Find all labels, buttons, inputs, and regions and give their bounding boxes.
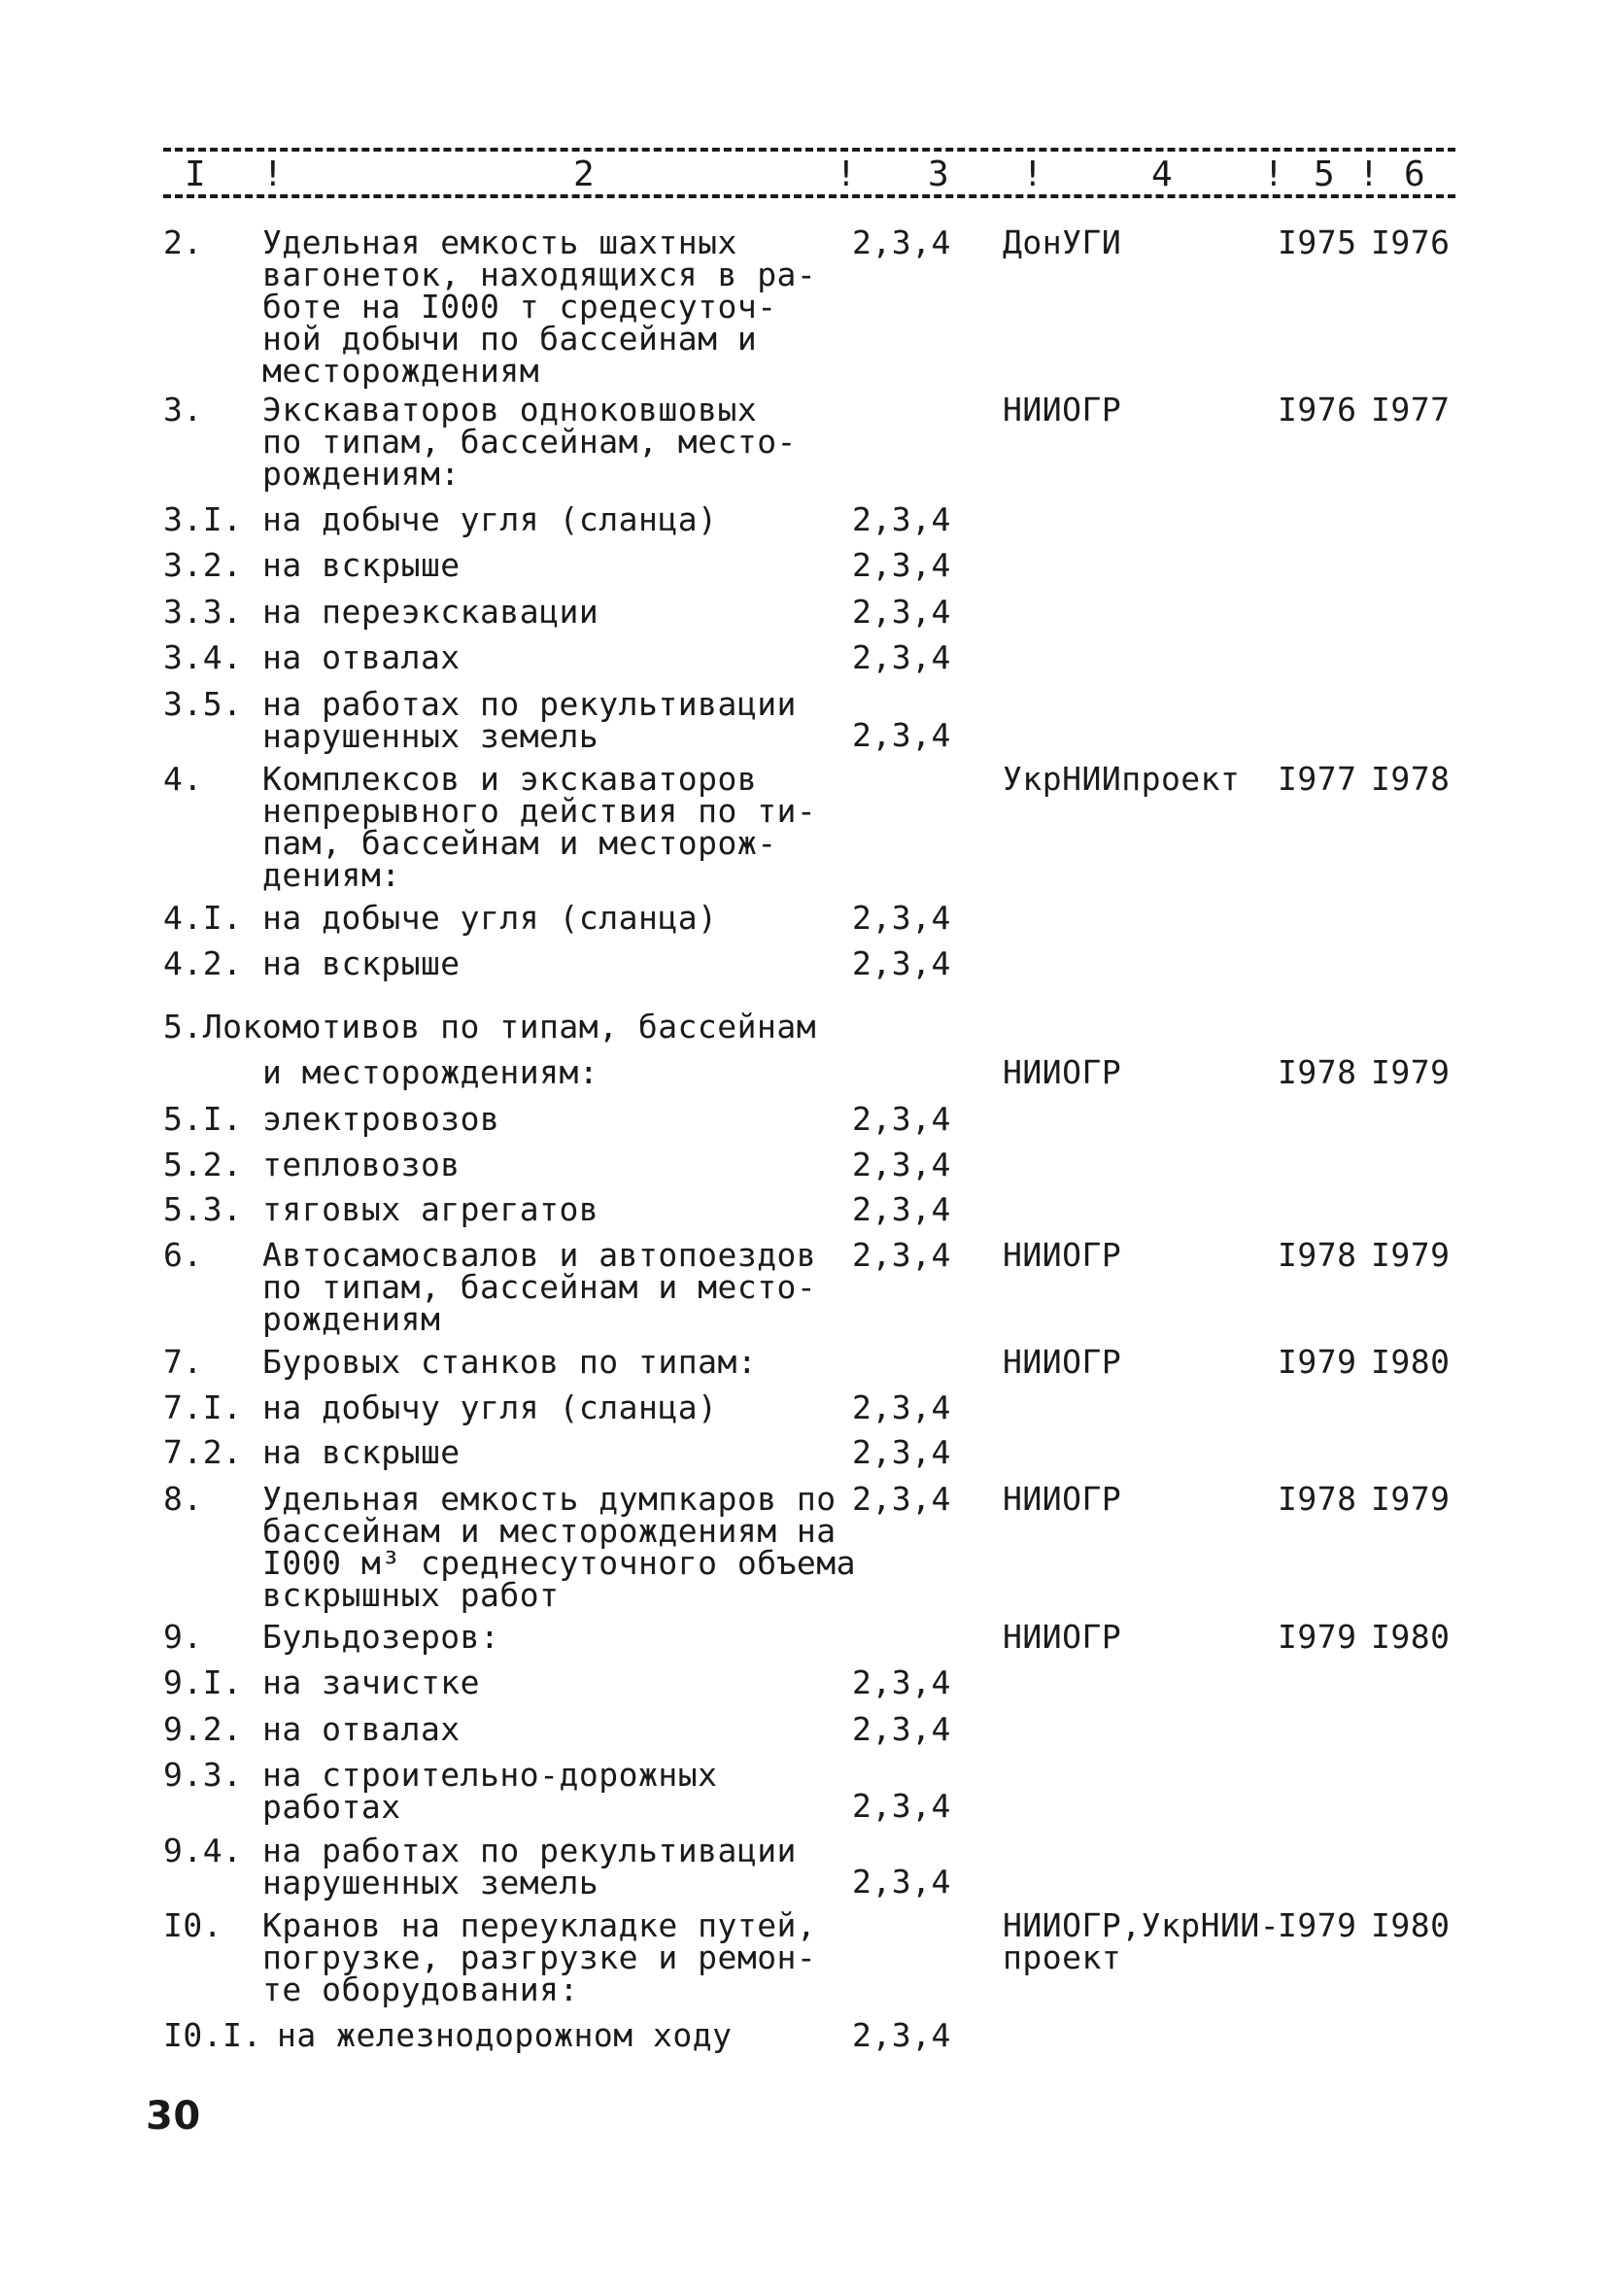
header-sep: ! (1263, 154, 1285, 194)
row-number: 4.2. (163, 944, 243, 982)
page-number: 30 (146, 2094, 201, 2139)
row-col5: I979 (1278, 1618, 1357, 1656)
row-description: электровозов (262, 1100, 500, 1138)
row-number: 5.2. (163, 1146, 243, 1183)
row-number: 3.I. (163, 500, 243, 538)
row-col4: НИИОГР (1003, 1053, 1122, 1091)
row-number: I0.I. (163, 2016, 262, 2054)
row-number: 9. (163, 1618, 203, 1656)
row-number: 9.2. (163, 1710, 243, 1748)
row-description: на добыче угля (сланца) (262, 500, 718, 538)
row-col6: I980 (1371, 1906, 1451, 1944)
row-col4: УкрНИИпроект (1003, 760, 1241, 798)
row-col3: 2,3,4 (852, 1146, 951, 1183)
row-col6: I980 (1371, 1343, 1451, 1381)
row-col4: НИИОГР (1003, 391, 1122, 428)
row-col5: I978 (1278, 1053, 1357, 1091)
row-number: 3.2. (163, 546, 243, 584)
row-col3: 2,3,4 (852, 716, 951, 754)
row-number: 4.I. (163, 899, 243, 937)
row-number: 5.3. (163, 1190, 243, 1228)
row-number: 8. (163, 1480, 203, 1518)
row-description: Буровых станков по типам: (262, 1343, 758, 1381)
row-number: 4. (163, 760, 203, 798)
row-col6: I976 (1371, 223, 1451, 261)
row-description: на отвалах (262, 638, 461, 676)
row-col3: 2,3,4 (852, 1480, 951, 1518)
row-col5: I975 (1278, 223, 1357, 261)
row-number: 2. (163, 223, 203, 261)
row-col3: 2,3,4 (852, 1433, 951, 1471)
header-sep: ! (262, 154, 285, 194)
row-col3: 2,3,4 (852, 899, 951, 937)
row-number: 3.5. (163, 685, 243, 723)
header-bottom-rule (163, 194, 1455, 198)
row-col3: 2,3,4 (852, 1863, 951, 1901)
row-col5: I977 (1278, 760, 1357, 798)
row-description: 5.Локомотивов по типам, бассейнам (163, 1008, 817, 1045)
row-number: 7. (163, 1343, 203, 1381)
row-description: на отвалах (262, 1710, 461, 1748)
header-col-1: I (185, 154, 207, 194)
header-col-4: 4 (1151, 154, 1174, 194)
header-col-2: 2 (573, 154, 596, 194)
row-description: на переэкскавации (262, 593, 599, 631)
row-col3: 2,3,4 (852, 1100, 951, 1138)
row-number: 5.I. (163, 1100, 243, 1138)
row-description: Удельная емкость думпкаров по бассейнам и месторождениям на I000 м³ среднесуточного объема вскрышных работ (262, 1480, 857, 1614)
row-number: 3.4. (163, 638, 243, 676)
row-number: 7.I. (163, 1388, 243, 1426)
row-col5: I979 (1278, 1906, 1357, 1944)
header-col-5: 5 (1314, 154, 1336, 194)
row-description: на вскрыше (262, 546, 461, 584)
row-col3: 2,3,4 (852, 1236, 951, 1274)
row-col3: 2,3,4 (852, 1388, 951, 1426)
row-description: Комплексов и экскаваторов непрерывного действия по ти- пам, бассейнам и месторож- дениям: (262, 760, 817, 894)
row-description: на зачистке (262, 1663, 481, 1701)
row-col5: I979 (1278, 1343, 1357, 1381)
row-description: Кранов на переукладке путей, погрузке, разгрузке и ремон- те оборудования: (262, 1906, 817, 2008)
row-description: Экскаваторов одноковшовых по типам, бассейнам, место- рождениям: (262, 391, 797, 493)
row-number: I0. (163, 1906, 223, 1944)
header-sep: ! (1358, 154, 1381, 194)
row-number: 3.3. (163, 593, 243, 631)
row-description: на добыче угля (сланца) (262, 899, 718, 937)
row-col5: I976 (1278, 391, 1357, 428)
row-description: Удельная емкость шахтных вагонеток, находящихся в ра- боте на I000 т средесуточ- ной добычи по бассейнам и месторождениям (262, 223, 817, 390)
row-col6: I979 (1371, 1236, 1451, 1274)
header-top-rule (163, 148, 1455, 152)
row-description: на вскрыше (262, 1433, 461, 1471)
row-number: 9.I. (163, 1663, 243, 1701)
row-description: Бульдозеров: (262, 1618, 500, 1656)
row-col4: НИИОГР (1003, 1343, 1122, 1381)
row-col6: I979 (1371, 1480, 1451, 1518)
row-col3: 2,3,4 (852, 1787, 951, 1825)
row-col6: I980 (1371, 1618, 1451, 1656)
row-col6: I977 (1371, 391, 1451, 428)
header-sep: ! (836, 154, 858, 194)
header-col-6: 6 (1404, 154, 1426, 194)
row-col3: 2,3,4 (852, 1710, 951, 1748)
row-col5: I978 (1278, 1236, 1357, 1274)
row-col6: I978 (1371, 760, 1451, 798)
row-col3: 2,3,4 (852, 593, 951, 631)
row-description: Автосамосвалов и автопоездов по типам, бассейнам и место- рождениям (262, 1236, 817, 1338)
row-col4: НИИОГР,УкрНИИ- проект (1003, 1906, 1281, 1976)
row-col4: НИИОГР (1003, 1480, 1122, 1518)
row-description: и месторождениям: (262, 1053, 599, 1091)
row-col4: НИИОГР (1003, 1236, 1122, 1274)
row-description: на железнодорожном ходу (277, 2016, 733, 2054)
row-number: 9.3. (163, 1756, 243, 1794)
row-description: на вскрыше (262, 944, 461, 982)
row-col4: НИИОГР (1003, 1618, 1122, 1656)
row-col3: 2,3,4 (852, 546, 951, 584)
row-col3: 2,3,4 (852, 1190, 951, 1228)
row-description: на добычу угля (сланца) (262, 1388, 718, 1426)
row-col3: 2,3,4 (852, 1663, 951, 1701)
row-col4: ДонУГИ (1003, 223, 1122, 261)
row-number: 9.4. (163, 1832, 243, 1869)
header-sep: ! (1022, 154, 1044, 194)
row-description: на работах по рекультивации нарушенных земель (262, 1832, 797, 1902)
row-description: на работах по рекультивации нарушенных земель (262, 685, 797, 755)
row-number: 7.2. (163, 1433, 243, 1471)
row-number: 6. (163, 1236, 203, 1274)
row-description: тяговых агрегатов (262, 1190, 599, 1228)
header-col-3: 3 (928, 154, 950, 194)
row-col3: 2,3,4 (852, 223, 951, 261)
row-col3: 2,3,4 (852, 500, 951, 538)
row-number: 3. (163, 391, 203, 428)
row-col5: I978 (1278, 1480, 1357, 1518)
row-col3: 2,3,4 (852, 944, 951, 982)
row-description: тепловозов (262, 1146, 461, 1183)
row-col6: I979 (1371, 1053, 1451, 1091)
row-col3: 2,3,4 (852, 2016, 951, 2054)
row-col3: 2,3,4 (852, 638, 951, 676)
row-description: на строительно-дорожных работах (262, 1756, 718, 1826)
